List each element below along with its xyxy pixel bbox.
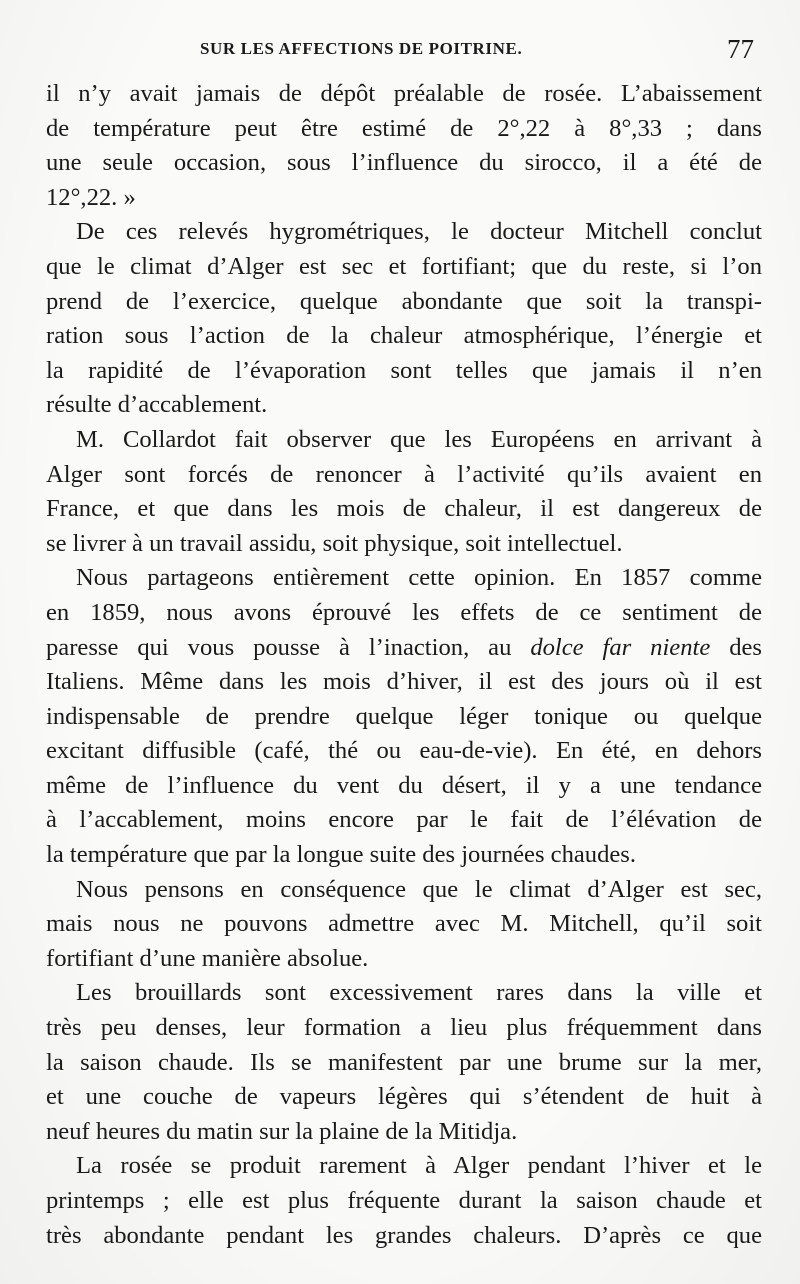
text-segment: paresse qui vous pousse à l’inaction, au [46,633,512,661]
text-line: très peu denses, leur formation a lieu plus fréquemment dans [46,1014,762,1042]
text-line: ration sous l’action de la chaleur atmosphérique, l’énergie et [46,322,762,350]
paragraph-start: De ces relevés hygrométriques, le docteur Mitchell conclut [76,218,762,246]
text-line: mais nous ne pouvons admettre avec M. Mitchell, qu’il soit [46,910,762,938]
paragraph-start: La rosée se produit rarement à Alger pendant l’hiver et le [76,1152,762,1180]
text-line: très abondante pendant les grandes chaleurs. D’après ce que [46,1221,762,1249]
paragraph-start: M. Collardot fait observer que les Européens en arrivant à [76,425,762,453]
text-line: de température peut être estimé de 2°,22 à 8°,33 ; dans [46,114,762,142]
text-segment: des [729,633,763,661]
text-line: en 1859, nous avons éprouvé les effets de ce sentiment de [46,598,762,626]
body-text [46,77,762,1253]
text-line: fortifiant d’une manière absolue. [46,944,369,972]
text-line: prend de l’exercice, quelque abondante que soit la transpi- [46,287,762,315]
page-number: 77 [727,34,754,64]
text-line: France, et que dans les mois de chaleur, il est dangereux de [46,495,762,523]
text-line: il n’y avait jamais de dépôt préalable de rosée. L’abaissement [46,80,762,107]
paragraph-start: Les brouillards sont excessivement rares dans la ville et [76,979,762,1007]
text-line: la rapidité de l’évaporation sont telles que jamais il n’en [46,356,762,384]
text-line: Italiens. Même dans les mois d’hiver, il est des jours où il est [46,668,762,696]
text-line: que le climat d’Alger est sec et fortifiant; que du reste, si l’on [46,252,762,280]
text-line: Alger sont forcés de renoncer à l’activité qu’ils avaient en [46,460,762,488]
page-header [48,34,754,68]
text-line: la saison chaude. Ils se manifestent par une brume sur la mer, [46,1048,762,1076]
text-line: 12°,22. » [46,183,136,211]
paragraph-start: Nous partageons entièrement cette opinion. En 1857 comme [76,564,762,592]
text-line-with-italic [46,631,762,666]
text-line: une seule occasion, sous l’influence du sirocco, il a été de [46,149,762,177]
text-line: et une couche de vapeurs légères qui s’étendent de huit à [46,1083,762,1111]
text-line: indispensable de prendre quelque léger tonique ou quelque [46,702,762,730]
text-line: à l’accablement, moins encore par le fait de l’élévation de [46,806,762,834]
text-line: se livrer à un travail assidu, soit physique, soit intellectuel. [46,529,623,557]
text-line: la température que par la longue suite des journées chaudes. [46,841,637,869]
text-line: excitant diffusible (café, thé ou eau-de-vie). En été, en dehors [46,737,762,765]
text-line: neuf heures du matin sur la plaine de la Mitidja. [46,1117,518,1145]
text-line: résulte d’accablement. [46,391,268,419]
paragraph-start: Nous pensons en conséquence que le climat d’Alger est sec, [76,875,762,903]
text-line: même de l’influence du vent du désert, il y a une tendance [46,771,762,799]
text-line: printemps ; elle est plus fréquente durant la saison chaude et [46,1187,762,1214]
italic-phrase: dolce far niente [530,633,711,661]
running-head: SUR LES AFFECTIONS DE POITRINE. [200,39,523,58]
